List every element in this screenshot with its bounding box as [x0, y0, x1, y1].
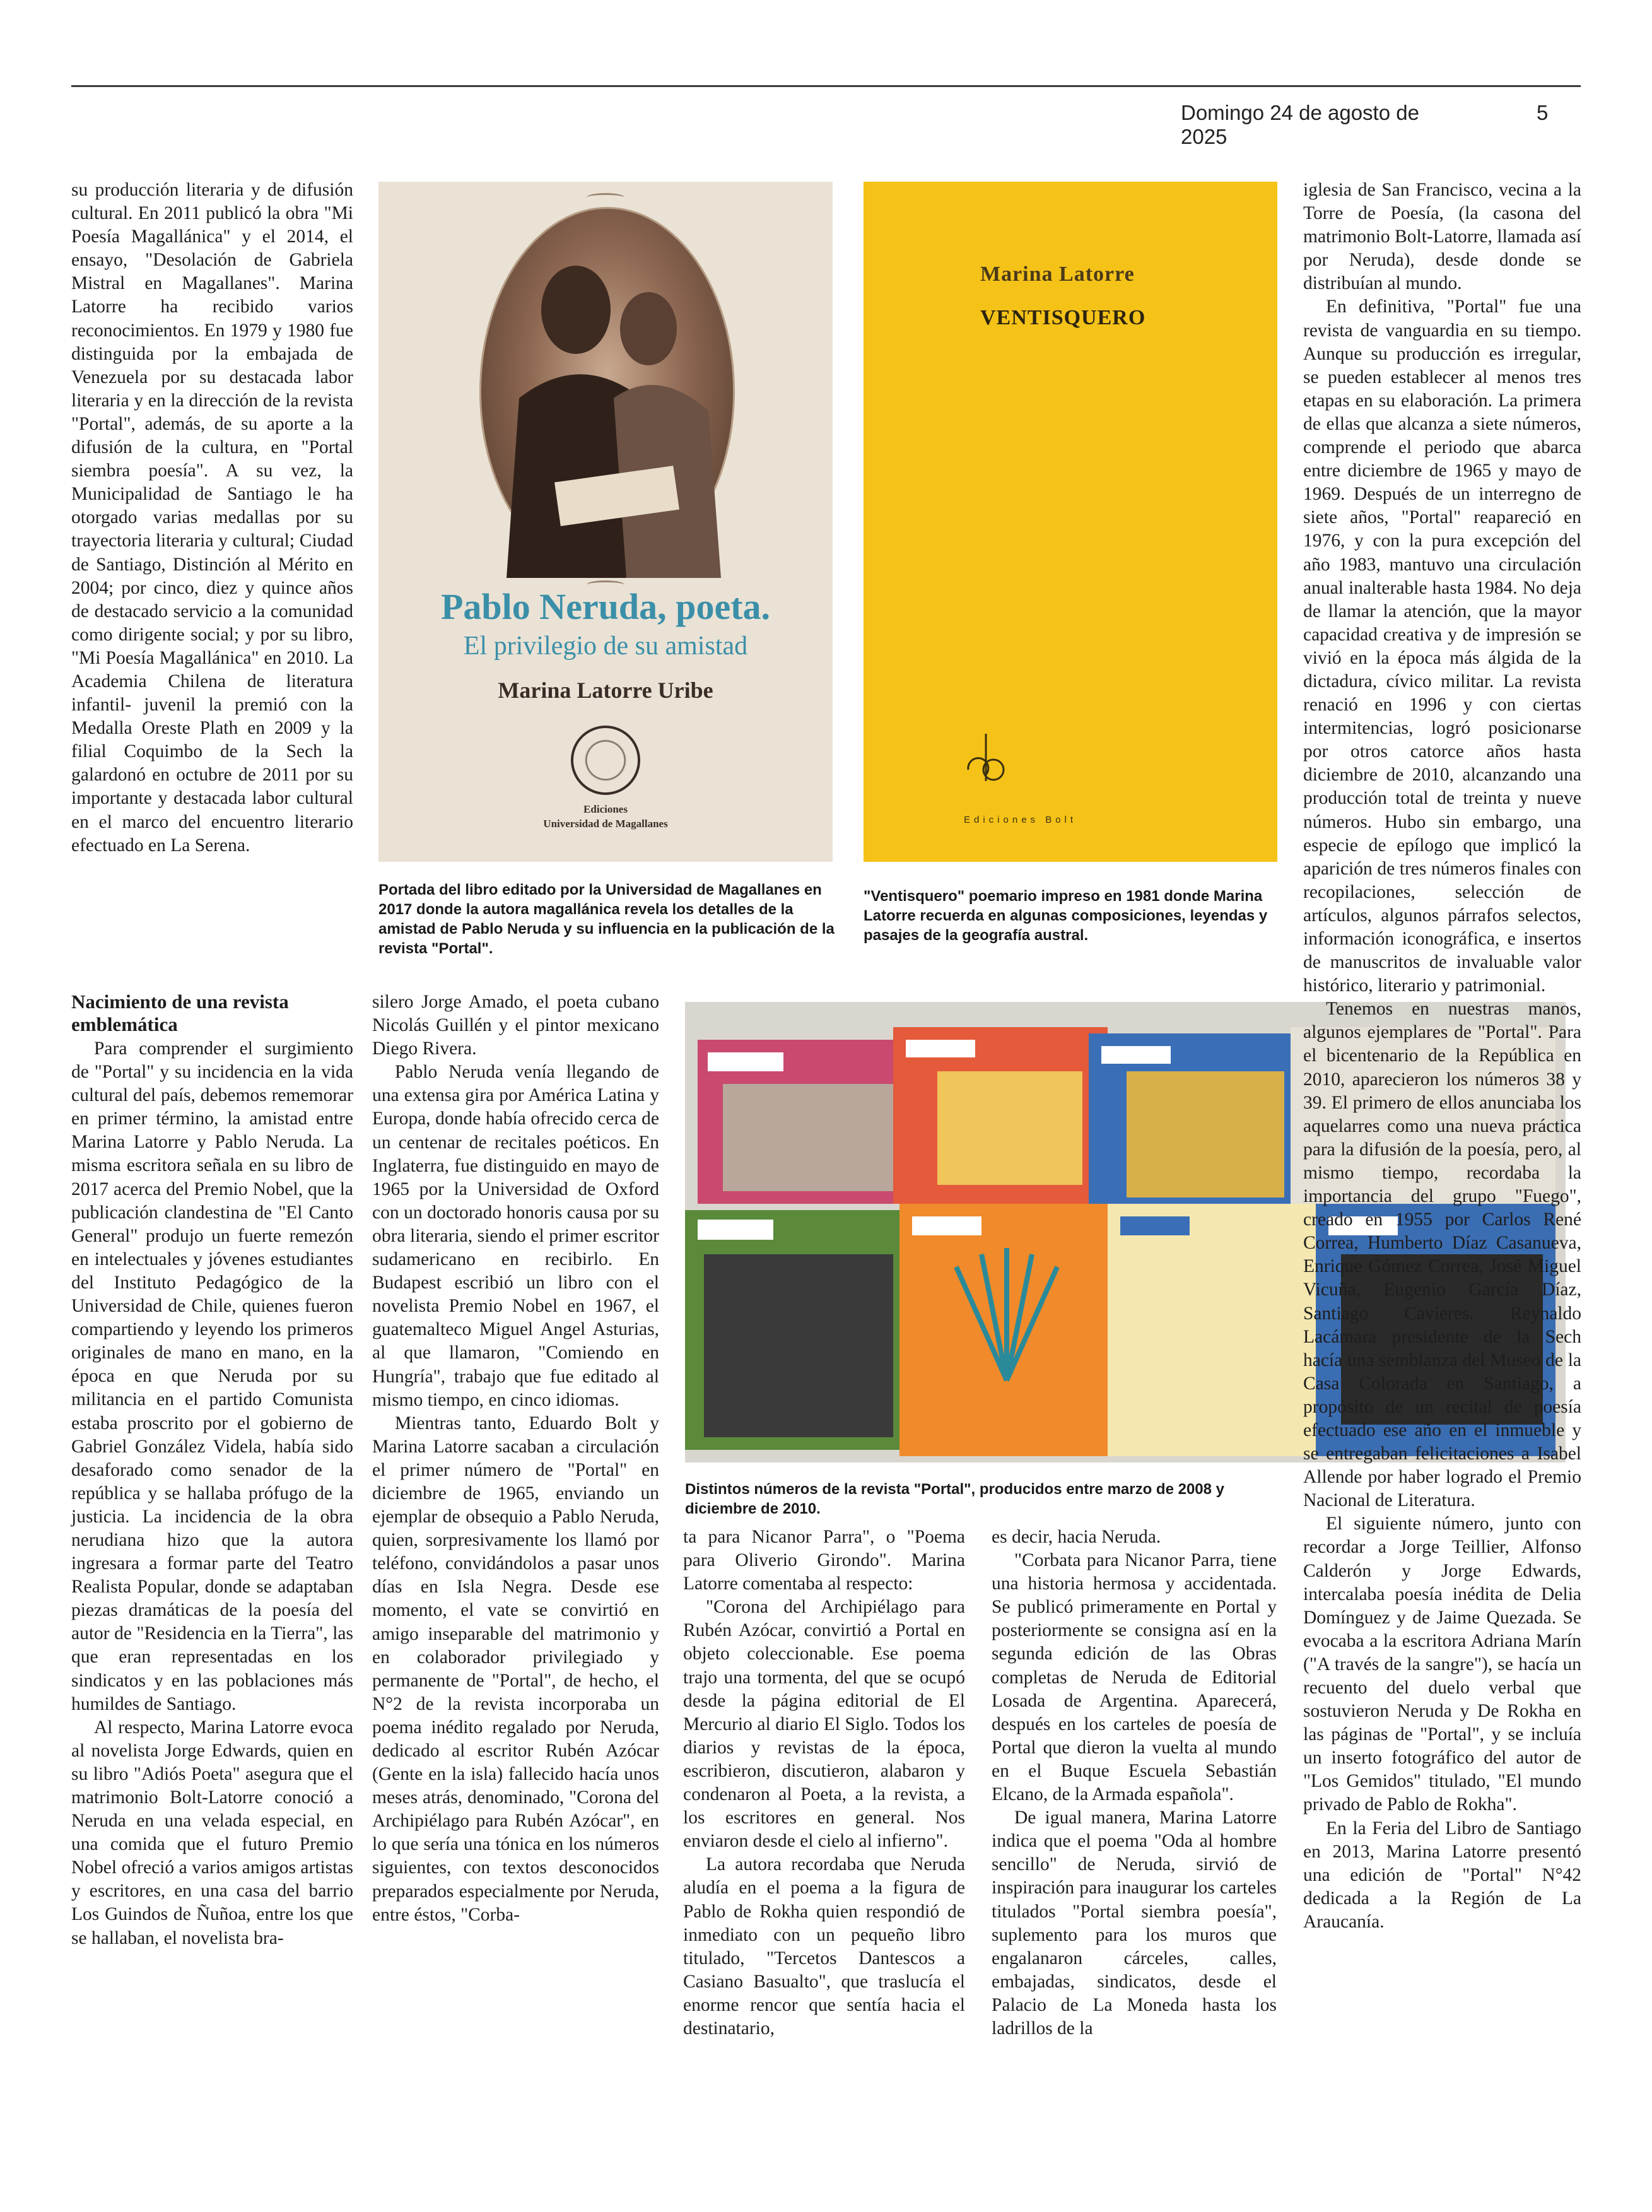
university-seal-icon	[571, 726, 640, 795]
caption-book1: Portada del libro editado por la Universidad de Magallanes en 2017 donde la autora magallánica revela los detalles de la amistad de Pablo Neruda y su influencia en la publicación de la revista "Portal".	[378, 881, 835, 957]
book-title: VENTISQUERO	[980, 306, 1146, 329]
page-number: 5	[1537, 101, 1549, 124]
paragraph: silero Jorge Amado, el poeta cubano Nicolás Guillén y el pintor mexicano Diego Rivera.	[372, 992, 659, 1059]
paragraph: "Corona del Archipiélago para Rubén Azócar, convirtió a Portal en objeto coleccionable. Ese poema trajo una tormenta, del que se ocupó desde la página editorial de El Mercurio al diario El Siglo. Todos los diarios y revistas de la época, escribieron, discutieron, alabaron y condenaron al Poeta, a la revista, a los escritores en general. Nos enviaron desde el cielo al infierno".	[683, 1597, 965, 1852]
paragraph: Pablo Neruda venía llegando de una extensa gira por América Latina y Europa, donde había ofrecido cerca de un centenar de recitales poéticos. En Inglaterra, fue distinguido en mayo de 1965 por la Universidad de Oxford con un doctorado honoris causa por su obra literaria, siendo el primer escritor sudamericano en recibirlo. En Budapest escribió un libro con el novelista Premio Nobel en 1967, el guatemalteco Miguel Angel Asturias, al que llamaron, "Comiendo en Hungría", trabajo que fue editado al mismo tiempo, en cinco idiomas.	[372, 1062, 659, 1410]
header-rule	[71, 85, 1581, 87]
book-cover-ventisquero-photo	[864, 182, 1277, 862]
column-2	[372, 991, 659, 1927]
publisher-name: Ediciones Bolt	[964, 815, 1077, 825]
caption-magazines: Distintos números de la revista "Portal", producidos entre marzo de 2008 y diciembre de 2010.	[685, 1481, 1225, 1517]
paragraph: En definitiva, "Portal" fue una revista de vanguardia en su tiempo. Aunque su producción es irregular, se pueden establecer al menos tres etapas en su elaboración. La primera de ellas que alcanza a siete números, comprende el periodo que abarca entre diciembre de 1965 y mayo de 1969. Después de un interregno de siete años, "Portal" reapareció en 1976, y con la pura excepción del año 1983, mantuvo una circulación anual inalterable hasta 1984. No deja de llamar la atención, que la mayor capacidad creativa y de impresión se vivió en la época más álgida de la dictadura, cívico militar. La revista renació en 1996 y con ciertas intermitencias, logró posicionarse por otros catorce años hasta diciembre de 2010, alcanzando una producción total de treinta y nueve números. Hubo sin embargo, una especie de epílogo que implicó la aparición de tres números finales con recopilaciones, selección de artículos, algunos párrafos selectos, información iconográfica, e insertos de manuscritos de invaluable valor histórico, literario y patrimonial.	[1303, 297, 1581, 996]
column-3	[683, 1526, 965, 2040]
paragraph: Para comprender el surgimiento de "Portal" y su incidencia en la vida cultural del país, debemos rememorar en primer término, la amistad entre Marina Latorre y Pablo Neruda. La misma escritora señala en su libro de 2017 acerca del Premio Nobel, que la publicación clandestina de "El Canto General" produjo un fuerte remezón en intelectuales y jóvenes estudiantes del Instituto Pedagógico de la Universidad de Chile, quienes fueron compartiendo y leyendo los primeros originales de mano en mano, en la época en que Neruda por su militancia en el partido Comunista estaba proscrito por el gobierno de Gabriel González Videla, había sido desaforado como senador de la república y se hallaba prófugo de la justicia. La incidencia de la obra nerudiana hizo que la autora ingresara a formar parte del Teatro Realista Popular, donde se adaptaban piezas dramáticas de la poesía del autor de "Residencia en la Tierra", las que eran representadas en los sindicatos y en las poblaciones más humildes de Santiago.	[71, 1038, 353, 1714]
paragraph: iglesia de San Francisco, vecina a la Torre de Poesía, (la casona del matrimonio Bolt-Latorre, llamada así por Neruda), desde donde se distribuían al mundo.	[1303, 180, 1581, 294]
paragraph: Tenemos en nuestras manos, algunos ejemplares de "Portal". Para el bicentenario de la República en 2010, aparecieron los números 38 y 39. El primero de ellos anunciaba los aquelarres como una nueva práctica para la difusión de la poesía, pero, al mismo tiempo, recordaba la importancia del grupo "Fuego", creado en 1955 por Carlos René Correa, Humberto Díaz Casanueva, Enrique Gómez Correa, José Miguel Vicuña, Eugenio García Díaz, Santiago Cavieres. Reynaldo Lacámara presidente de la Sech hacía una semblanza del Museo de la Casa Colorada en Santiago, a propósito de un recital de poesía efectuado ese año en el inmueble y se entregaban felicitaciones a Isabel Allende por haber logrado el Premio Nacional de Literatura.	[1303, 999, 1581, 1511]
publisher-line: Universidad de Magallanes	[543, 818, 668, 830]
paragraph: La autora recordaba que Neruda aludía en el poema a la figura de Pablo de Rokha quien respondió de inmediato con un pequeño libro titulado, "Tercetos Dantescos a Casiano Basualto", que traslucía el enorme rencor que sentía hacia el destinatario,	[683, 1854, 965, 2038]
paragraph: "Corbata para Nicanor Parra, tiene una historia hermosa y accidentada. Se publicó primeramente en Portal y posteriormente se consigna así en la segunda edición de las Obras completas de Neruda de Editorial Losada de Argentina. Aparecerá, después en los carteles de poesía de Portal que dieron la vuelta al mundo en el Buque Escuela Sebastián Elcano, de la Armada española".	[992, 1550, 1277, 1805]
column-1-continued	[71, 991, 353, 1950]
book-author: Marina Latorre Uribe	[498, 678, 713, 703]
book-author: Marina Latorre	[980, 262, 1135, 286]
paragraph: El siguiente número, junto con recordar a Jorge Teillier, Alfonso Calderón y Jorge Edwards, intercalaba poesía inédita de Delia Domínguez y de Jaime Quezada. Se evocaba a la escritora Adriana Marín ("A través de la sangre"), se hacía un recuento del duelo verbal que sostuvieron Neruda y De Rokha en las páginas de "Portal", y se incluía un inserto fotográfico del autor de "Los Gemidos" titulado, "El mundo privado de Pablo de Rokha".	[1303, 1514, 1581, 1815]
publisher-logo-icon	[961, 731, 1017, 787]
paragraph: Mientras tanto, Eduardo Bolt y Marina Latorre sacaban a circulación el primer número de "Portal" en diciembre de 1965, enviando un ejemplar de obsequio a Pablo Neruda, quien, sorpresivamente los llamó por teléfono, convidándolos a pasar unos días en Isla Negra. Desde ese momento, el vate se convirtió en amigo inseparable del matrimonio y en colaborador privilegiado y permanente de "Portal", de hecho, el N°2 de la revista incorporaba un poema inédito regalado por Neruda, dedicado al escritor Rubén Azócar (Gente en la isla) fallecido hacía unos meses atrás, denominado, "Corona del Archipiélago para Rubén Azócar", en lo que sería una tónica en los números siguientes, con textos desconocidos preparados especialmente por Neruda, entre éstos, "Corba-	[372, 1413, 659, 1925]
ornament	[587, 193, 624, 202]
portrait-oval-image	[479, 207, 735, 576]
column-5	[1303, 179, 1581, 1934]
paragraph: De igual manera, Marina Latorre indica que el poema "Oda al hombre sencillo" de Neruda, sirvió de inspiración para inaugurar los carteles titulados "Portal siembra poesía", suplemento para los muros que engalanaron cárceles, calles, embajadas, sindicatos, desde el Palacio de La Moneda hasta los ladrillos de la	[992, 1808, 1277, 2038]
book-subtitle: El privilegio de su amistad	[463, 632, 748, 661]
column-4	[992, 1526, 1277, 2040]
column-1	[71, 179, 353, 857]
paragraph: ta para Nicanor Parra", o "Poema para Oliverio Girondo". Marina Latorre comentaba al respecto:	[683, 1527, 965, 1594]
paragraph: su producción literaria y de difusión cultural. En 2011 publicó la obra "Mi Poesía Magallánica" y el 2014, el ensayo, "Desolación de Gabriela Mistral en Magallanes". Marina Latorre ha recibido varios reconocimientos. En 1979 y 1980 fue distinguida por la embajada de Venezuela por su destacada labor literaria y en la dirección de la revista "Portal", además, de su aporte a la difusión de la cultura, en "Portal siembra poesía". A su vez, la Municipalidad de Santiago le ha otorgado varias medallas por su trayectoria literaria y cultural; Ciudad de Santiago, Distinción al Mérito en 2004; por cinco, diez y quince años de destacado servicio a la comunidad como dirigente social; y por su libro, "Mi Poesía Magallánica" en 2010. La Academia Chilena de literatura infantil- juvenil la premió con la Medalla Oreste Plath en 2009 y la filial Coquimbo de la Sech la galardonó en octubre de 2011 por su importante y destacada labor cultural en el marco del encuentro literario efectuado en La Serena.	[71, 180, 353, 856]
publisher-line: Ediciones	[583, 803, 628, 815]
paragraph: es decir, hacia Neruda.	[992, 1527, 1161, 1547]
issue-date: Domingo 24 de agosto de 2025	[1181, 101, 1419, 148]
book-cover-neruda-photo	[378, 182, 833, 862]
paragraph: En la Feria del Libro de Santiago en 2013, Marina Latorre presentó una edición de "Portal" N°42 dedicada a la Región de La Araucanía.	[1303, 1818, 1581, 1932]
portrait-figures-image	[481, 209, 737, 578]
paragraph: Al respecto, Marina Latorre evoca al novelista Jorge Edwards, quien en su libro "Adiós Poeta" asegura que el matrimonio Bolt-Latorre conoció a Neruda en una velada especial, en una comida que el futuro Premio Nobel ofreció a varios amigos artistas y escritores, en una casa del barrio Los Guindos de Ñuñoa, entre los que se hallaban, el novelista bra-	[71, 1717, 353, 1948]
caption-book2: "Ventisquero" poemario impreso en 1981 donde Marina Latorre recuerda en algunas composiciones, leyendas y pasajes de la geografía austral.	[864, 888, 1268, 944]
section-subhead: Nacimiento de una revista emblemática	[71, 991, 289, 1035]
book-title: Pablo Neruda, poeta.	[441, 586, 770, 627]
